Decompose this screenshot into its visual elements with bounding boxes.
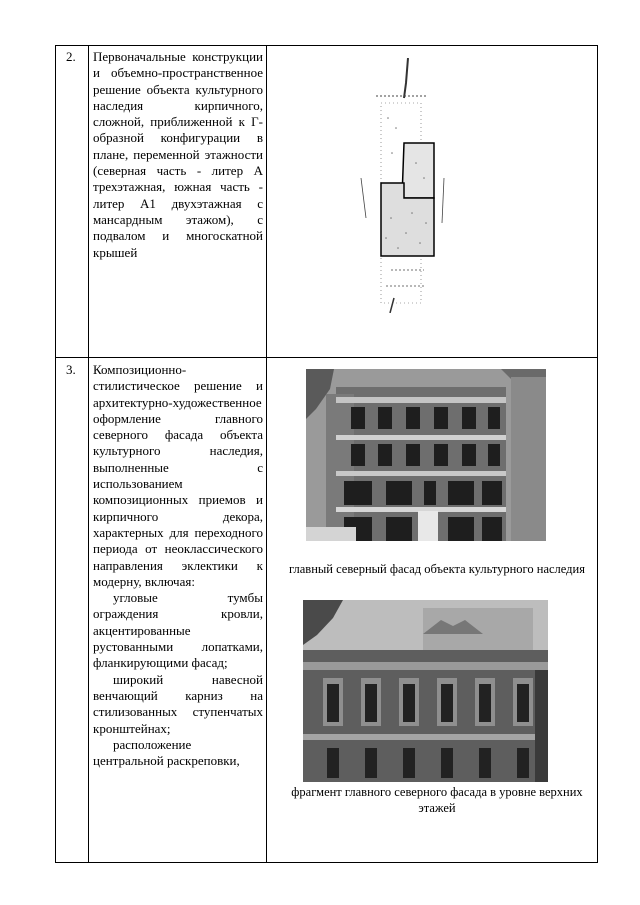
- row-paragraph: угловые тумбы ограждения кровли, акцентированные рустованными лопатками, фланкирующими фасад;: [93, 590, 263, 671]
- row-text: Первоначальные конструкции и объемно-пространственное решение объекта культурного наследия кирпичного, сложной, приближенной к Г-образной конфигурации в плане, переменной этажности (северная часть - литер А трехэтажная, южная часть - литер А1 двухэтажная с мансардным этажом), с подвалом и многоскатной крышей: [93, 49, 263, 260]
- row-paragraph: Композиционно-стилистическое решение и архитектурно-художественное оформление главного северного фасада объекта культурного наследия, выполненные с использованием композиционных приемов и кирпичного декора, характерных для переходного периода от неоклассического направления эклектики к модерну, включая:: [93, 362, 263, 589]
- facade-fragment-photo: [303, 600, 548, 782]
- row-divider: [56, 357, 597, 358]
- document-table: [55, 45, 598, 863]
- photo-caption: главный северный фасад объекта культурного наследия: [289, 562, 585, 576]
- photo-caption: фрагмент главного северного фасада в уровне верхних этажей: [291, 785, 583, 815]
- row-paragraph: широкий навесной венчающий карниз на стилизованных ступенчатых кронштейнах;: [93, 671, 263, 736]
- row-paragraph: расположение центральной раскреповки,: [93, 736, 240, 769]
- row-number: 2.: [66, 49, 76, 64]
- facade-photo: [306, 369, 546, 541]
- column-divider: [88, 46, 89, 862]
- site-plan-drawing: [346, 58, 456, 313]
- column-divider: [266, 46, 267, 862]
- row-number: 3.: [66, 362, 76, 377]
- row-text: [93, 362, 263, 769]
